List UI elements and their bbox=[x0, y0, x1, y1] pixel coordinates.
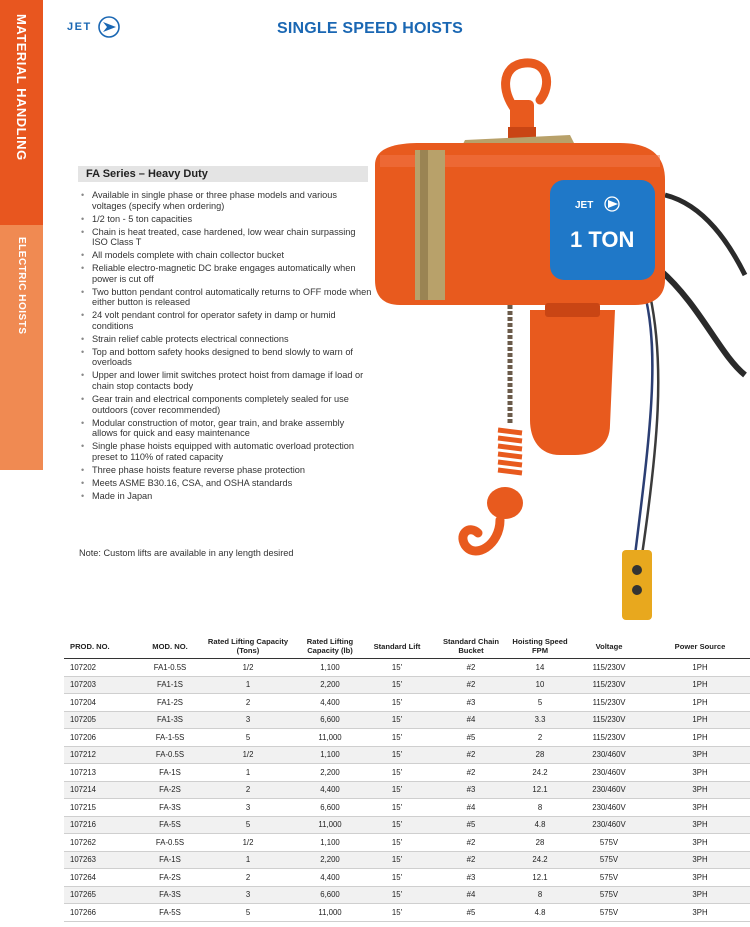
cell-chain-bucket: #3 bbox=[430, 694, 512, 712]
cell-standard-lift: 15' bbox=[364, 834, 430, 852]
cell-mod-no: FA-5S bbox=[140, 816, 200, 834]
cell-hoisting-speed: 4.8 bbox=[512, 904, 568, 922]
table-row bbox=[64, 781, 750, 799]
custom-lift-note: Note: Custom lifts are available in any length desired bbox=[79, 548, 294, 558]
cell-capacity-lb: 2,200 bbox=[296, 764, 364, 782]
cell-voltage: 115/230V bbox=[568, 676, 650, 694]
feature-item: • Strain relief cable protects electrical connections bbox=[80, 334, 372, 345]
feature-item: • Upper and lower limit switches protect hoist from damage if load or chain stop contacts body bbox=[80, 370, 372, 391]
feature-item: • Chain is heat treated, case hardened, low wear chain surpassing ISO Class T bbox=[80, 227, 372, 248]
cell-voltage: 230/460V bbox=[568, 781, 650, 799]
cell-prod-no: 107263 bbox=[64, 851, 140, 869]
cell-capacity-tons: 3 bbox=[200, 711, 296, 729]
cell-hoisting-speed: 8 bbox=[512, 799, 568, 817]
cell-prod-no: 107213 bbox=[64, 764, 140, 782]
table-row bbox=[64, 799, 750, 817]
cell-power-source: 3PH bbox=[650, 834, 750, 852]
cell-chain-bucket: #5 bbox=[430, 904, 512, 922]
cell-power-source: 1PH bbox=[650, 694, 750, 712]
header-capacity-tons: Rated Lifting Capacity (Tons) bbox=[207, 637, 289, 655]
cell-prod-no: 107262 bbox=[64, 834, 140, 852]
cell-power-source: 3PH bbox=[650, 746, 750, 764]
header-power-source: Power Source bbox=[674, 641, 726, 651]
cell-capacity-lb: 6,600 bbox=[296, 886, 364, 904]
table-row bbox=[64, 869, 750, 887]
table-row bbox=[64, 729, 750, 747]
cell-prod-no: 107204 bbox=[64, 694, 140, 712]
cell-prod-no: 107264 bbox=[64, 869, 140, 887]
jet-logo bbox=[67, 16, 120, 38]
cell-chain-bucket: #2 bbox=[430, 764, 512, 782]
cell-voltage: 575V bbox=[568, 904, 650, 922]
table-row bbox=[64, 886, 750, 904]
table-row bbox=[64, 694, 750, 712]
cell-voltage: 575V bbox=[568, 851, 650, 869]
sidebar-tab-electric-hoists bbox=[0, 225, 43, 470]
cell-capacity-tons: 1 bbox=[200, 676, 296, 694]
cell-capacity-tons: 5 bbox=[200, 904, 296, 922]
feature-item: • Top and bottom safety hooks designed to bend slowly to warn of overloads bbox=[80, 347, 372, 368]
cell-capacity-lb: 6,600 bbox=[296, 711, 364, 729]
cell-mod-no: FA1-2S bbox=[140, 694, 200, 712]
cell-capacity-tons: 3 bbox=[200, 886, 296, 904]
cell-voltage: 230/460V bbox=[568, 746, 650, 764]
cell-standard-lift: 15' bbox=[364, 764, 430, 782]
cell-capacity-lb: 2,200 bbox=[296, 676, 364, 694]
cell-voltage: 115/230V bbox=[568, 729, 650, 747]
cell-power-source: 1PH bbox=[650, 729, 750, 747]
cell-capacity-tons: 1/2 bbox=[200, 834, 296, 852]
cell-capacity-tons: 5 bbox=[200, 729, 296, 747]
cell-voltage: 230/460V bbox=[568, 764, 650, 782]
cell-capacity-lb: 4,400 bbox=[296, 781, 364, 799]
cell-mod-no: FA1-3S bbox=[140, 711, 200, 729]
cell-hoisting-speed: 24.2 bbox=[512, 764, 568, 782]
jet-arrow-icon bbox=[98, 16, 120, 38]
cell-chain-bucket: #5 bbox=[430, 816, 512, 834]
feature-item: • Modular construction of motor, gear train, and brake assembly allows for quick and easy maintenance bbox=[80, 418, 372, 439]
cell-voltage: 115/230V bbox=[568, 694, 650, 712]
cell-capacity-tons: 2 bbox=[200, 694, 296, 712]
cell-power-source: 3PH bbox=[650, 764, 750, 782]
feature-item: • Single phase hoists equipped with automatic overload protection preset to 110% of rated capacity bbox=[80, 441, 372, 462]
cell-chain-bucket: #2 bbox=[430, 834, 512, 852]
cell-hoisting-speed: 2 bbox=[512, 729, 568, 747]
cell-standard-lift: 15' bbox=[364, 886, 430, 904]
header-chain-bucket: Standard Chain Bucket bbox=[442, 637, 500, 655]
feature-item: • Three phase hoists feature reverse phase protection bbox=[80, 465, 372, 476]
header-capacity-lb: Rated Lifting Capacity (lb) bbox=[306, 637, 354, 655]
cell-standard-lift: 15' bbox=[364, 799, 430, 817]
cell-capacity-lb: 1,100 bbox=[296, 834, 364, 852]
cell-hoisting-speed: 5 bbox=[512, 694, 568, 712]
badge-brand: JET bbox=[575, 200, 594, 211]
cell-chain-bucket: #3 bbox=[430, 781, 512, 799]
cell-standard-lift: 15' bbox=[364, 659, 430, 677]
table-header-row bbox=[64, 634, 750, 659]
sidebar-tab-label: MATERIAL HANDLING bbox=[14, 14, 29, 161]
cell-prod-no: 107202 bbox=[64, 659, 140, 677]
cell-power-source: 3PH bbox=[650, 904, 750, 922]
cell-chain-bucket: #2 bbox=[430, 659, 512, 677]
cell-capacity-tons: 1/2 bbox=[200, 746, 296, 764]
cell-hoisting-speed: 28 bbox=[512, 834, 568, 852]
cell-prod-no: 107266 bbox=[64, 904, 140, 922]
cell-chain-bucket: #2 bbox=[430, 746, 512, 764]
cell-standard-lift: 15' bbox=[364, 869, 430, 887]
table-row bbox=[64, 851, 750, 869]
logo-text: JET bbox=[67, 21, 92, 33]
cell-chain-bucket: #4 bbox=[430, 799, 512, 817]
cell-prod-no: 107212 bbox=[64, 746, 140, 764]
cell-chain-bucket: #2 bbox=[430, 851, 512, 869]
cell-standard-lift: 15' bbox=[364, 904, 430, 922]
specifications-table bbox=[64, 634, 750, 922]
cell-mod-no: FA1-0.5S bbox=[140, 659, 200, 677]
cell-hoisting-speed: 4.8 bbox=[512, 816, 568, 834]
cell-capacity-tons: 3 bbox=[200, 799, 296, 817]
header-voltage: Voltage bbox=[595, 641, 623, 651]
cell-power-source: 3PH bbox=[650, 851, 750, 869]
feature-item: • Meets ASME B30.16, CSA, and OSHA standards bbox=[80, 478, 372, 489]
header-standard-lift: Standard Lift bbox=[373, 641, 421, 651]
cell-prod-no: 107206 bbox=[64, 729, 140, 747]
cell-chain-bucket: #5 bbox=[430, 729, 512, 747]
cell-hoisting-speed: 12.1 bbox=[512, 869, 568, 887]
cell-mod-no: FA-2S bbox=[140, 781, 200, 799]
cell-capacity-tons: 2 bbox=[200, 869, 296, 887]
feature-item: • 1/2 ton - 5 ton capacities bbox=[80, 214, 372, 225]
cell-capacity-tons: 1 bbox=[200, 764, 296, 782]
cell-capacity-tons: 5 bbox=[200, 816, 296, 834]
cell-prod-no: 107265 bbox=[64, 886, 140, 904]
cell-hoisting-speed: 12.1 bbox=[512, 781, 568, 799]
cell-voltage: 115/230V bbox=[568, 659, 650, 677]
feature-item: • Available in single phase or three phase models and various voltages (specify when ordering) bbox=[80, 190, 372, 211]
sidebar-tab-material-handling bbox=[0, 0, 43, 225]
cell-mod-no: FA-0.5S bbox=[140, 746, 200, 764]
cell-power-source: 3PH bbox=[650, 781, 750, 799]
cell-hoisting-speed: 10 bbox=[512, 676, 568, 694]
table-row bbox=[64, 676, 750, 694]
cell-mod-no: FA-3S bbox=[140, 799, 200, 817]
hoist-product-image bbox=[360, 55, 750, 630]
section-heading: FA Series – Heavy Duty bbox=[78, 166, 368, 182]
cell-standard-lift: 15' bbox=[364, 694, 430, 712]
table-row bbox=[64, 711, 750, 729]
feature-item: • All models complete with chain collector bucket bbox=[80, 250, 372, 261]
cell-capacity-tons: 2 bbox=[200, 781, 296, 799]
feature-item: • 24 volt pendant control for operator safety in damp or humid conditions bbox=[80, 310, 372, 331]
cell-standard-lift: 15' bbox=[364, 746, 430, 764]
cell-prod-no: 107214 bbox=[64, 781, 140, 799]
cell-hoisting-speed: 8 bbox=[512, 886, 568, 904]
cell-capacity-lb: 1,100 bbox=[296, 746, 364, 764]
table-row bbox=[64, 659, 750, 677]
cell-hoisting-speed: 24.2 bbox=[512, 851, 568, 869]
feature-item: • Gear train and electrical components completely sealed for use outdoors (cover recommended) bbox=[80, 394, 372, 415]
cell-hoisting-speed: 28 bbox=[512, 746, 568, 764]
cell-capacity-lb: 4,400 bbox=[296, 694, 364, 712]
cell-capacity-tons: 1 bbox=[200, 851, 296, 869]
cell-voltage: 575V bbox=[568, 834, 650, 852]
cell-voltage: 230/460V bbox=[568, 816, 650, 834]
table-row bbox=[64, 764, 750, 782]
table-row bbox=[64, 746, 750, 764]
cell-mod-no: FA-3S bbox=[140, 886, 200, 904]
cell-mod-no: FA-5S bbox=[140, 904, 200, 922]
cell-standard-lift: 15' bbox=[364, 851, 430, 869]
cell-standard-lift: 15' bbox=[364, 711, 430, 729]
cell-power-source: 3PH bbox=[650, 869, 750, 887]
cell-prod-no: 107205 bbox=[64, 711, 140, 729]
badge-capacity: 1 TON bbox=[570, 227, 635, 252]
cell-voltage: 115/230V bbox=[568, 711, 650, 729]
header-mod-no: MOD. NO. bbox=[152, 641, 188, 651]
cell-mod-no: FA-1-5S bbox=[140, 729, 200, 747]
cell-voltage: 575V bbox=[568, 886, 650, 904]
cell-standard-lift: 15' bbox=[364, 816, 430, 834]
cell-hoisting-speed: 14 bbox=[512, 659, 568, 677]
feature-item: • Two button pendant control automatically returns to OFF mode when either button is released bbox=[80, 287, 372, 308]
cell-power-source: 3PH bbox=[650, 799, 750, 817]
table-row bbox=[64, 904, 750, 922]
table-row bbox=[64, 816, 750, 834]
cell-capacity-lb: 11,000 bbox=[296, 904, 364, 922]
cell-prod-no: 107203 bbox=[64, 676, 140, 694]
cell-mod-no: FA1-1S bbox=[140, 676, 200, 694]
cell-prod-no: 107216 bbox=[64, 816, 140, 834]
feature-item: • Reliable electro-magnetic DC brake engages automatically when power is cut off bbox=[80, 263, 372, 284]
cell-capacity-lb: 2,200 bbox=[296, 851, 364, 869]
cell-prod-no: 107215 bbox=[64, 799, 140, 817]
sidebar-tab-label: ELECTRIC HOISTS bbox=[16, 237, 27, 335]
cell-power-source: 1PH bbox=[650, 659, 750, 677]
header-prod-no: PROD. NO. bbox=[70, 641, 110, 651]
cell-chain-bucket: #3 bbox=[430, 869, 512, 887]
header-hoisting-speed: Hoisting Speed FPM bbox=[512, 637, 568, 655]
cell-power-source: 1PH bbox=[650, 676, 750, 694]
table-row bbox=[64, 834, 750, 852]
cell-chain-bucket: #4 bbox=[430, 711, 512, 729]
feature-item: • Made in Japan bbox=[80, 491, 372, 502]
cell-standard-lift: 15' bbox=[364, 781, 430, 799]
cell-power-source: 1PH bbox=[650, 711, 750, 729]
cell-capacity-lb: 1,100 bbox=[296, 659, 364, 677]
cell-power-source: 3PH bbox=[650, 816, 750, 834]
cell-mod-no: FA-1S bbox=[140, 851, 200, 869]
cell-voltage: 230/460V bbox=[568, 799, 650, 817]
cell-chain-bucket: #2 bbox=[430, 676, 512, 694]
cell-standard-lift: 15' bbox=[364, 676, 430, 694]
cell-mod-no: FA-1S bbox=[140, 764, 200, 782]
page-title: SINGLE SPEED HOISTS bbox=[276, 20, 464, 37]
cell-power-source: 3PH bbox=[650, 886, 750, 904]
cell-mod-no: FA-2S bbox=[140, 869, 200, 887]
cell-capacity-lb: 11,000 bbox=[296, 816, 364, 834]
cell-mod-no: FA-0.5S bbox=[140, 834, 200, 852]
cell-chain-bucket: #4 bbox=[430, 886, 512, 904]
cell-hoisting-speed: 3.3 bbox=[512, 711, 568, 729]
cell-capacity-tons: 1/2 bbox=[200, 659, 296, 677]
cell-capacity-lb: 6,600 bbox=[296, 799, 364, 817]
cell-standard-lift: 15' bbox=[364, 729, 430, 747]
cell-capacity-lb: 11,000 bbox=[296, 729, 364, 747]
cell-capacity-lb: 4,400 bbox=[296, 869, 364, 887]
feature-list bbox=[80, 190, 372, 504]
cell-voltage: 575V bbox=[568, 869, 650, 887]
